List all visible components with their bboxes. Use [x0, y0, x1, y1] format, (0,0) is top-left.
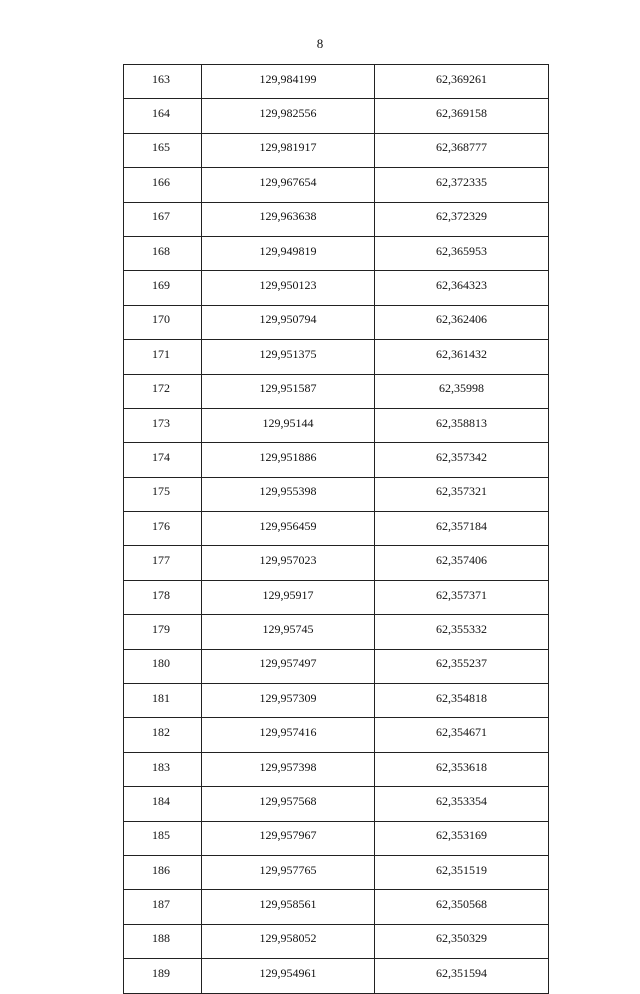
point-number-cell: 171 — [124, 340, 202, 374]
table-row — [124, 684, 549, 718]
table-row — [124, 202, 549, 236]
x-coordinate-cell: 129,957023 — [202, 546, 375, 580]
table-row — [124, 65, 549, 99]
y-coordinate-cell: 62,355332 — [375, 615, 549, 649]
x-coordinate-cell: 129,95917 — [202, 580, 375, 614]
table-row — [124, 855, 549, 889]
table-row — [124, 512, 549, 546]
point-number-cell: 181 — [124, 684, 202, 718]
x-coordinate-cell: 129,981917 — [202, 133, 375, 167]
y-coordinate-cell: 62,372329 — [375, 202, 549, 236]
x-coordinate-cell: 129,984199 — [202, 65, 375, 99]
x-coordinate-cell: 129,958561 — [202, 890, 375, 924]
point-number-cell: 182 — [124, 718, 202, 752]
y-coordinate-cell: 62,353169 — [375, 821, 549, 855]
table-row — [124, 236, 549, 270]
y-coordinate-cell: 62,369158 — [375, 99, 549, 133]
point-number-cell: 175 — [124, 477, 202, 511]
table-row — [124, 168, 549, 202]
point-number-cell: 173 — [124, 408, 202, 442]
point-number-cell: 183 — [124, 752, 202, 786]
table-row — [124, 959, 549, 993]
y-coordinate-cell: 62,368777 — [375, 133, 549, 167]
table-row — [124, 649, 549, 683]
y-coordinate-cell: 62,357321 — [375, 477, 549, 511]
y-coordinate-cell: 62,357371 — [375, 580, 549, 614]
table-row — [124, 615, 549, 649]
y-coordinate-cell: 62,35998 — [375, 374, 549, 408]
x-coordinate-cell: 129,95745 — [202, 615, 375, 649]
point-number-cell: 170 — [124, 305, 202, 339]
y-coordinate-cell: 62,355237 — [375, 649, 549, 683]
point-number-cell: 165 — [124, 133, 202, 167]
x-coordinate-cell: 129,967654 — [202, 168, 375, 202]
point-number-cell: 172 — [124, 374, 202, 408]
x-coordinate-cell: 129,956459 — [202, 512, 375, 546]
x-coordinate-cell: 129,957416 — [202, 718, 375, 752]
table-row — [124, 546, 549, 580]
y-coordinate-cell: 62,369261 — [375, 65, 549, 99]
table-row — [124, 340, 549, 374]
table-row — [124, 99, 549, 133]
x-coordinate-cell: 129,957497 — [202, 649, 375, 683]
point-number-cell: 167 — [124, 202, 202, 236]
x-coordinate-cell: 129,954961 — [202, 959, 375, 993]
x-coordinate-cell: 129,950794 — [202, 305, 375, 339]
table-row — [124, 752, 549, 786]
y-coordinate-cell: 62,351519 — [375, 855, 549, 889]
point-number-cell: 163 — [124, 65, 202, 99]
y-coordinate-cell: 62,353354 — [375, 787, 549, 821]
table-row — [124, 374, 549, 408]
x-coordinate-cell: 129,957967 — [202, 821, 375, 855]
x-coordinate-cell: 129,957765 — [202, 855, 375, 889]
point-number-cell: 188 — [124, 924, 202, 958]
y-coordinate-cell: 62,357184 — [375, 512, 549, 546]
x-coordinate-cell: 129,955398 — [202, 477, 375, 511]
x-coordinate-cell: 129,963638 — [202, 202, 375, 236]
y-coordinate-cell: 62,365953 — [375, 236, 549, 270]
page-number: 8 — [316, 36, 324, 51]
x-coordinate-cell: 129,951886 — [202, 443, 375, 477]
point-number-cell: 166 — [124, 168, 202, 202]
x-coordinate-cell: 129,958052 — [202, 924, 375, 958]
point-number-cell: 179 — [124, 615, 202, 649]
point-number-cell: 180 — [124, 649, 202, 683]
y-coordinate-cell: 62,353618 — [375, 752, 549, 786]
point-number-cell: 186 — [124, 855, 202, 889]
y-coordinate-cell: 62,357342 — [375, 443, 549, 477]
point-number-cell: 177 — [124, 546, 202, 580]
x-coordinate-cell: 129,957568 — [202, 787, 375, 821]
y-coordinate-cell: 62,364323 — [375, 271, 549, 305]
x-coordinate-cell: 129,957309 — [202, 684, 375, 718]
y-coordinate-cell: 62,361432 — [375, 340, 549, 374]
y-coordinate-cell: 62,350329 — [375, 924, 549, 958]
x-coordinate-cell: 129,957398 — [202, 752, 375, 786]
coordinates-table-body — [124, 65, 549, 994]
x-coordinate-cell: 129,951375 — [202, 340, 375, 374]
table-row — [124, 718, 549, 752]
y-coordinate-cell: 62,362406 — [375, 305, 549, 339]
point-number-cell: 189 — [124, 959, 202, 993]
y-coordinate-cell: 62,354671 — [375, 718, 549, 752]
point-number-cell: 174 — [124, 443, 202, 477]
y-coordinate-cell: 62,358813 — [375, 408, 549, 442]
table-row — [124, 443, 549, 477]
table-row — [124, 133, 549, 167]
x-coordinate-cell: 129,95144 — [202, 408, 375, 442]
table-row — [124, 580, 549, 614]
point-number-cell: 185 — [124, 821, 202, 855]
y-coordinate-cell: 62,350568 — [375, 890, 549, 924]
y-coordinate-cell: 62,357406 — [375, 546, 549, 580]
point-number-cell: 178 — [124, 580, 202, 614]
point-number-cell: 176 — [124, 512, 202, 546]
table-row — [124, 305, 549, 339]
y-coordinate-cell: 62,372335 — [375, 168, 549, 202]
point-number-cell: 168 — [124, 236, 202, 270]
x-coordinate-cell: 129,951587 — [202, 374, 375, 408]
table-row — [124, 890, 549, 924]
point-number-cell: 164 — [124, 99, 202, 133]
table-row — [124, 821, 549, 855]
x-coordinate-cell: 129,949819 — [202, 236, 375, 270]
table-row — [124, 924, 549, 958]
coordinates-table — [123, 64, 549, 994]
y-coordinate-cell: 62,351594 — [375, 959, 549, 993]
table-row — [124, 271, 549, 305]
table-row — [124, 408, 549, 442]
point-number-cell: 184 — [124, 787, 202, 821]
table-row — [124, 477, 549, 511]
y-coordinate-cell: 62,354818 — [375, 684, 549, 718]
table-row — [124, 787, 549, 821]
point-number-cell: 169 — [124, 271, 202, 305]
point-number-cell: 187 — [124, 890, 202, 924]
x-coordinate-cell: 129,950123 — [202, 271, 375, 305]
x-coordinate-cell: 129,982556 — [202, 99, 375, 133]
